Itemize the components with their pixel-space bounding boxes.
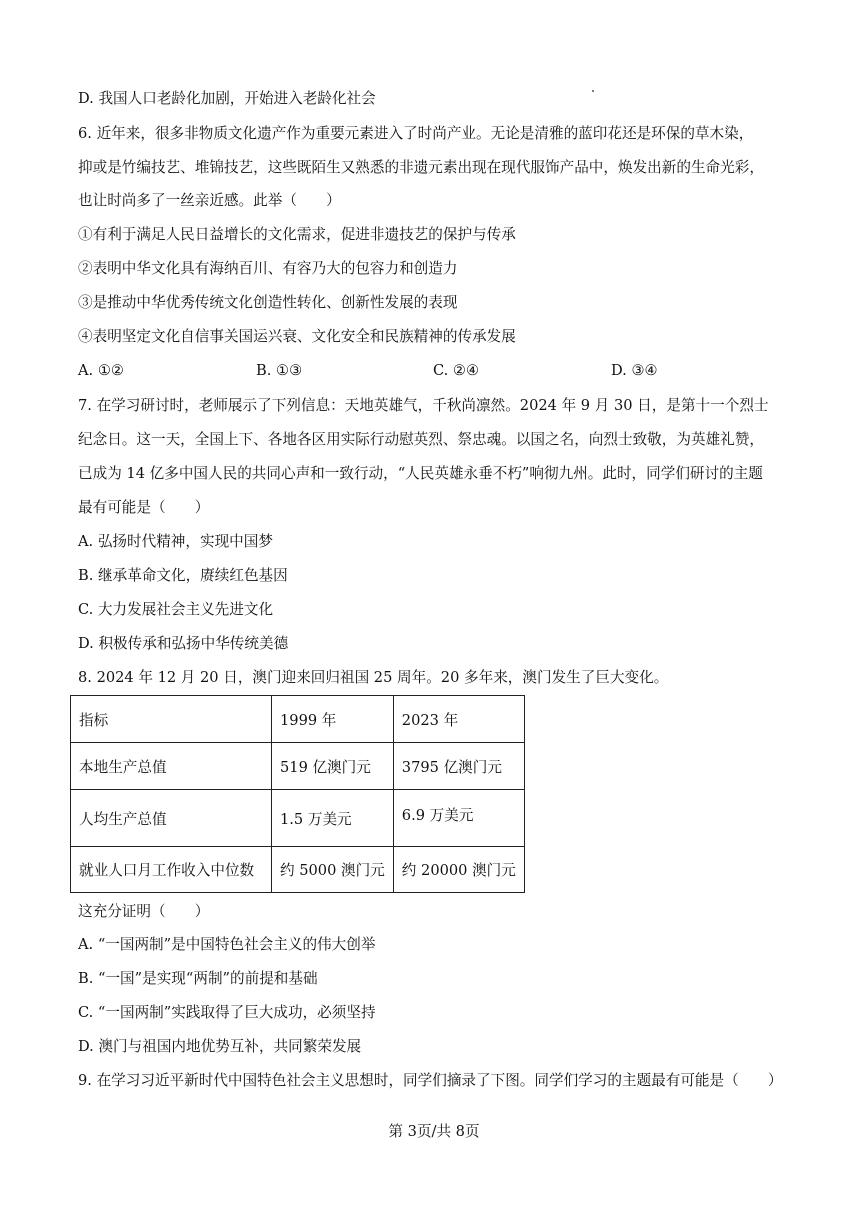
table-header-row bbox=[71, 696, 525, 743]
q6-options bbox=[78, 361, 718, 381]
table-cell: 1.5 万美元 bbox=[272, 790, 394, 847]
q8-option-a[interactable]: A. “一国两制”是中国特色社会主义的伟大创举 bbox=[78, 936, 376, 953]
q8-option-d[interactable]: D. 澳门与祖国内地优势互补，共同繁荣发展 bbox=[78, 1038, 362, 1055]
q6-statement-1: ①有利于满足人民日益增长的文化需求，促进非遗技艺的保护与传承 bbox=[78, 226, 516, 243]
table-cell: 约 20000 澳门元 bbox=[393, 847, 524, 893]
q9-stem: 9. 在学习习近平新时代中国特色社会主义思想时，同学们摘录了下图。同学们学习的主题最有可能是（ ） bbox=[78, 1072, 783, 1089]
q7-stem-line-1: 7. 在学习研讨时，老师展示了下列信息：天地英雄气，千秋尚凛然。2024 年 9 月 30 日，是第十一个烈士 bbox=[78, 397, 769, 414]
table-row bbox=[71, 847, 525, 893]
table-row bbox=[71, 790, 525, 847]
q6-statement-4: ④表明坚定文化自信事关国运兴衰、文化安全和民族精神的传承发展 bbox=[78, 328, 516, 345]
q6-option-b[interactable]: B. ①③ bbox=[256, 362, 303, 379]
table-cell: 约 5000 澳门元 bbox=[272, 847, 394, 893]
table-cell: 本地生产总值 bbox=[71, 743, 272, 790]
stray-mark bbox=[592, 90, 594, 92]
q7-stem-line-3: 已成为 14 亿多中国人民的共同心声和一致行动，“人民英雄永垂不朽”响彻九州。此时，同学们研讨的主题 bbox=[78, 465, 763, 482]
q6-stem-line-3: 也让时尚多了一丝亲近感。此举（ ） bbox=[78, 192, 341, 209]
table-header-cell: 2023 年 bbox=[393, 696, 524, 743]
q7-stem-line-4: 最有可能是（ ） bbox=[78, 499, 210, 516]
q8-stem: 8. 2024 年 12 月 20 日，澳门迎来回归祖国 25 周年。20 多年来，澳门发生了巨大变化。 bbox=[78, 669, 669, 686]
q7-option-d[interactable]: D. 积极传承和弘扬中华传统美德 bbox=[78, 635, 289, 652]
q7-option-a[interactable]: A. 弘扬时代精神，实现中国梦 bbox=[78, 533, 273, 550]
table-cell: 3795 亿澳门元 bbox=[393, 743, 524, 790]
q7-stem-line-2: 纪念日。这一天，全国上下、各地各区用实际行动慰英烈、祭忠魂。以国之名，向烈士致敬，为英雄礼赞， bbox=[78, 431, 764, 448]
q8-option-c[interactable]: C. “一国两制”实践取得了巨大成功，必须坚持 bbox=[78, 1004, 376, 1021]
q6-option-d[interactable]: D. ③④ bbox=[611, 362, 658, 379]
q6-statement-3: ③是推动中华优秀传统文化创造性转化、创新性发展的表现 bbox=[78, 294, 458, 311]
q6-stem-line-1: 6. 近年来，很多非物质文化遗产作为重要元素进入了时尚产业。无论是清雅的蓝印花还是环保的草木染， bbox=[78, 125, 754, 142]
table-cell: 6.9 万美元 bbox=[393, 790, 524, 847]
q8-prompt: 这充分证明（ ） bbox=[78, 903, 210, 920]
q6-statement-2: ②表明中华文化具有海纳百川、有容乃大的包容力和创造力 bbox=[78, 260, 458, 277]
page-footer: 第 3页/共 8页 bbox=[388, 1123, 480, 1140]
q5-option-d: D. 我国人口老龄化加剧，开始进入老龄化社会 bbox=[78, 90, 376, 107]
table-row bbox=[71, 743, 525, 790]
q7-option-b[interactable]: B. 继承革命文化，赓续红色基因 bbox=[78, 567, 288, 584]
table-cell: 519 亿澳门元 bbox=[272, 743, 394, 790]
table-cell: 就业人口月工作收入中位数 bbox=[71, 847, 272, 893]
q6-option-c[interactable]: C. ②④ bbox=[433, 362, 480, 379]
table-cell: 人均生产总值 bbox=[71, 790, 272, 847]
q8-option-b[interactable]: B. “一国”是实现“两制”的前提和基础 bbox=[78, 970, 318, 987]
q6-stem-line-2: 抑或是竹编技艺、堆锦技艺，这些既陌生又熟悉的非遗元素出现在现代服饰产品中，焕发出新的生命光彩， bbox=[78, 159, 764, 176]
q6-option-a[interactable]: A. ①② bbox=[78, 362, 124, 379]
table-header-cell: 指标 bbox=[71, 696, 272, 743]
q7-option-c[interactable]: C. 大力发展社会主义先进文化 bbox=[78, 601, 274, 618]
macau-data-table bbox=[70, 695, 525, 893]
table-header-cell: 1999 年 bbox=[272, 696, 394, 743]
